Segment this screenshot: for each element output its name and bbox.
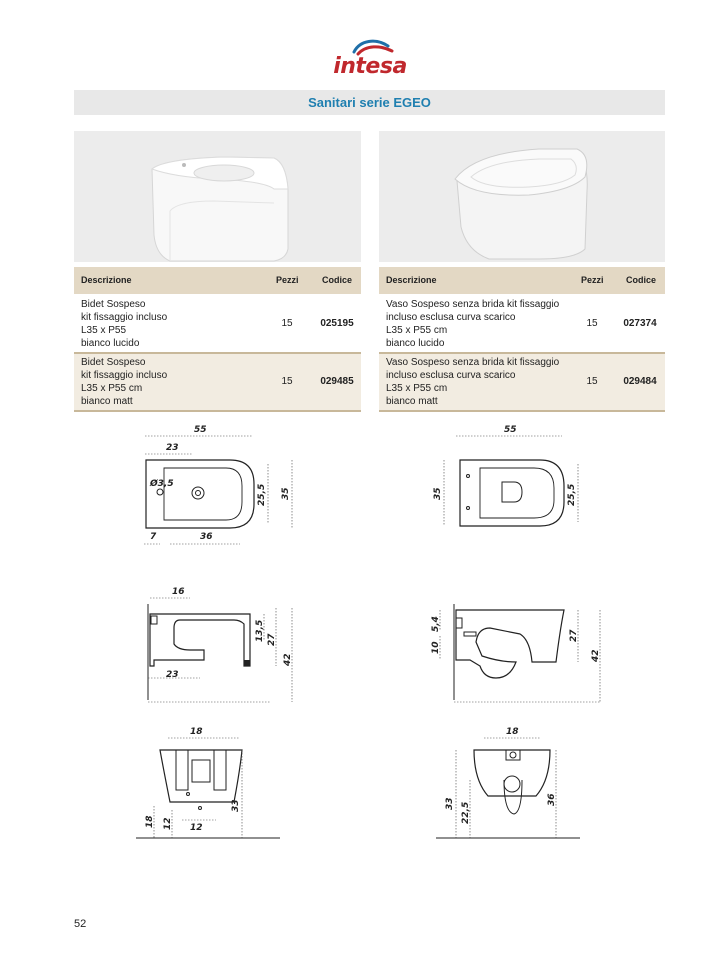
wc-side-drawing [420,580,610,710]
table-row [74,354,361,410]
dim-label: 33 [231,799,241,812]
desc-line: kit fissaggio incluso [81,370,168,381]
desc-line: bianco matt [386,396,438,407]
page-title: Sanitari serie EGEO [308,95,431,110]
wc-front-drawing [430,720,610,850]
dim-label: 7 [150,532,157,542]
dim-label: 42 [591,649,601,662]
desc-line: L35 x P55 cm [386,383,448,394]
desc-line: bianco matt [81,396,133,407]
table-header [74,267,361,294]
dim-label: 5,4 [431,616,441,632]
dim-label: 13,5 [255,619,265,642]
row-pezzi: 15 [586,376,598,387]
col-descrizione: Descrizione [386,275,437,285]
row-codice: 027374 [623,318,657,329]
row-pezzi: 15 [281,318,293,329]
dim-label: 36 [547,793,557,806]
table-row [379,354,665,410]
desc-line: L35 x P55 cm [81,383,143,394]
dim-label: 42 [283,653,293,666]
table-row [379,296,665,352]
page-number: 52 [74,918,87,930]
row-codice: 025195 [320,318,354,329]
table-header [379,267,665,294]
row-pezzi: 15 [586,318,598,329]
row-description [386,298,559,350]
dim-label: 35 [281,487,291,500]
desc-line: kit fissaggio incluso [81,312,168,323]
desc-line: incluso esclusa curva scarico [386,312,516,323]
col-codice: Codice [322,275,353,285]
row-description [81,356,167,408]
dim-label: 25,5 [567,483,577,506]
desc-line: Bidet Sospeso [81,299,146,310]
dim-label: 35 [433,487,443,500]
desc-line: Bidet Sospeso [81,357,146,368]
wc-photo [379,131,665,262]
dim-label: 23 [166,443,179,453]
col-codice: Codice [626,275,657,285]
dim-label: 12 [190,823,203,833]
dim-label: 27 [569,629,579,642]
desc-line: bianco lucido [81,338,140,349]
row-description [386,356,559,408]
row-codice: 029484 [623,376,657,387]
dim-label: 12 [163,817,173,830]
col-descrizione: Descrizione [81,275,132,285]
dim-label: 22,5 [461,801,471,824]
dim-label: 55 [194,425,207,435]
row-codice: 029485 [320,376,354,387]
brand-logo [330,36,410,82]
dim-label: Ø3,5 [150,479,174,489]
wc-top-drawing [430,420,610,550]
dim-label: 10 [431,641,441,654]
table-row [74,296,361,352]
col-pezzi: Pezzi [581,275,604,285]
dim-label: 18 [145,815,155,828]
row-description [81,298,167,350]
desc-line: L35 x P55 [81,325,127,336]
row-divider [74,410,361,412]
desc-line: Vaso Sospeso senza brida kit fissaggio [386,357,560,368]
bidet-photo [74,131,361,262]
dim-label: 36 [200,532,213,542]
dim-label: 27 [267,633,277,646]
bidet-front-drawing [130,720,310,850]
brand-name: intesa [333,54,407,79]
desc-line: incluso esclusa curva scarico [386,370,516,381]
desc-line: Vaso Sospeso senza brida kit fissaggio [386,299,560,310]
dim-label: 16 [172,587,185,597]
desc-line: bianco lucido [386,338,445,349]
col-pezzi: Pezzi [276,275,299,285]
desc-line: L35 x P55 cm [386,325,448,336]
section-title-bar [74,90,665,115]
bidet-side-drawing [130,580,310,710]
row-pezzi: 15 [281,376,293,387]
bidet-top-drawing [130,420,310,550]
dim-label: 55 [504,425,517,435]
dim-label: 18 [190,727,203,737]
dim-label: 18 [506,727,519,737]
dim-label: 23 [166,670,179,680]
row-divider [379,410,665,412]
dim-label: 33 [445,797,455,810]
dim-label: 25,5 [257,483,267,506]
